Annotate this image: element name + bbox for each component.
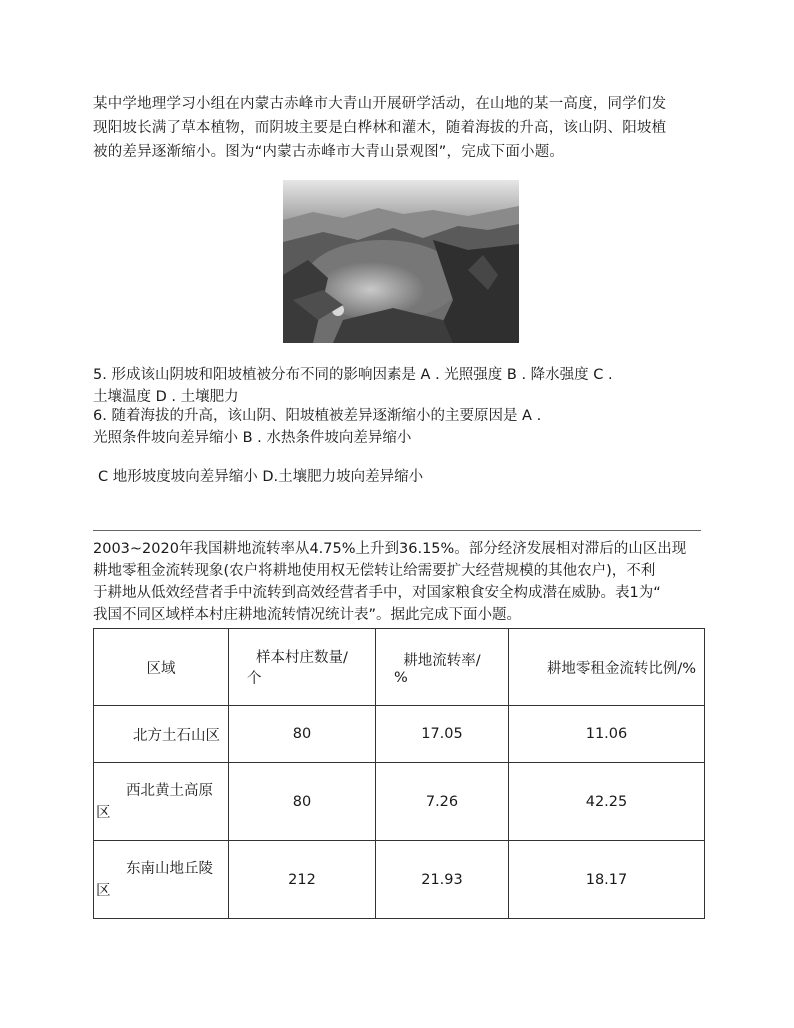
cell-village-count: 80 xyxy=(229,763,376,841)
header-transfer-rate-line1: 耕地流转率/ xyxy=(403,652,481,669)
table-row xyxy=(94,763,705,841)
passage-paragraph xyxy=(93,538,705,626)
question-5-line-1: 5. 形成该山阴坡和阳坡植被分布不同的影响因素是 A . 光照强度 B . 降水强度 C . xyxy=(93,367,613,383)
intro-line: 某中学地理学习小组在内蒙古赤峰市大青山开展研学活动，在山地的某一高度，同学们发 xyxy=(93,96,667,112)
cell-region xyxy=(94,841,229,919)
cell-village-count: 212 xyxy=(229,841,376,919)
cell-region xyxy=(94,706,229,763)
mountain-landscape-photo xyxy=(283,180,519,343)
cell-transfer-rate: 17.05 xyxy=(376,706,509,763)
header-zero-rent-ratio: 耕地零租金流转比例/% xyxy=(509,629,705,706)
header-village-count xyxy=(229,629,376,706)
passage-line: 于耕地从低效经营者手中流转到高效经营者手中，对国家粮食安全构成潜在威胁。表1为“ xyxy=(93,585,661,601)
cell-region xyxy=(94,763,229,841)
cell-region-line2: 区 xyxy=(96,882,111,899)
farmland-transfer-table xyxy=(93,628,705,919)
question-6-line-3: C 地形坡度坡向差异缩小 D.土壤肥力坡向差异缩小 xyxy=(98,469,424,485)
cell-region-line1: 东南山地丘陵 xyxy=(126,860,213,877)
table-row xyxy=(94,841,705,919)
intro-paragraph xyxy=(93,92,705,164)
cell-region-text: 北方土石山区 xyxy=(133,727,220,744)
question-5-line-2: 土壤温度 D . 土壤肥力 xyxy=(93,389,239,405)
passage-line: 2003~2020年我国耕地流转率从4.75%上升到36.15%。部分经济发展相对滞后的山区出现 xyxy=(93,541,687,557)
question-6-line-1: 6. 随着海拔的升高，该山阴、阳坡植被差异逐渐缩小的主要原因是 A . xyxy=(93,408,542,424)
section-divider xyxy=(93,530,701,531)
question-6-line-2: 光照条件坡向差异缩小 B . 水热条件坡向差异缩小 xyxy=(93,430,412,446)
cell-transfer-rate: 21.93 xyxy=(376,841,509,919)
header-transfer-rate xyxy=(376,629,509,706)
intro-line: 被的差异逐渐缩小。图为“内蒙古赤峰市大青山景观图”，完成下面小题。 xyxy=(93,144,565,160)
intro-line: 现阳坡长满了草本植物，而阴坡主要是白桦林和灌木，随着海拔的升高，该山阴、阳坡植 xyxy=(93,120,667,136)
cell-zero-rent-ratio: 11.06 xyxy=(509,706,705,763)
cell-transfer-rate: 7.26 xyxy=(376,763,509,841)
cell-region-line1: 西北黄土高原 xyxy=(126,782,213,799)
cell-region-line2: 区 xyxy=(96,804,111,821)
cell-zero-rent-ratio: 18.17 xyxy=(509,841,705,919)
header-village-count-line1: 样本村庄数量/ xyxy=(256,650,348,666)
passage-line: 我国不同区域样本村庄耕地流转情况统计表”。据此完成下面小题。 xyxy=(93,607,522,623)
passage-line: 耕地零租金流转现象(农户将耕地使用权无偿转让给需要扩大经营规模的其他农户)，不利 xyxy=(93,563,656,579)
cell-village-count: 80 xyxy=(229,706,376,763)
header-region: 区域 xyxy=(94,629,229,706)
table-header-row xyxy=(94,629,705,706)
table-row xyxy=(94,706,705,763)
header-village-count-line2: 个 xyxy=(247,671,262,687)
cell-zero-rent-ratio: 42.25 xyxy=(509,763,705,841)
header-transfer-rate-line2: % xyxy=(394,669,408,686)
